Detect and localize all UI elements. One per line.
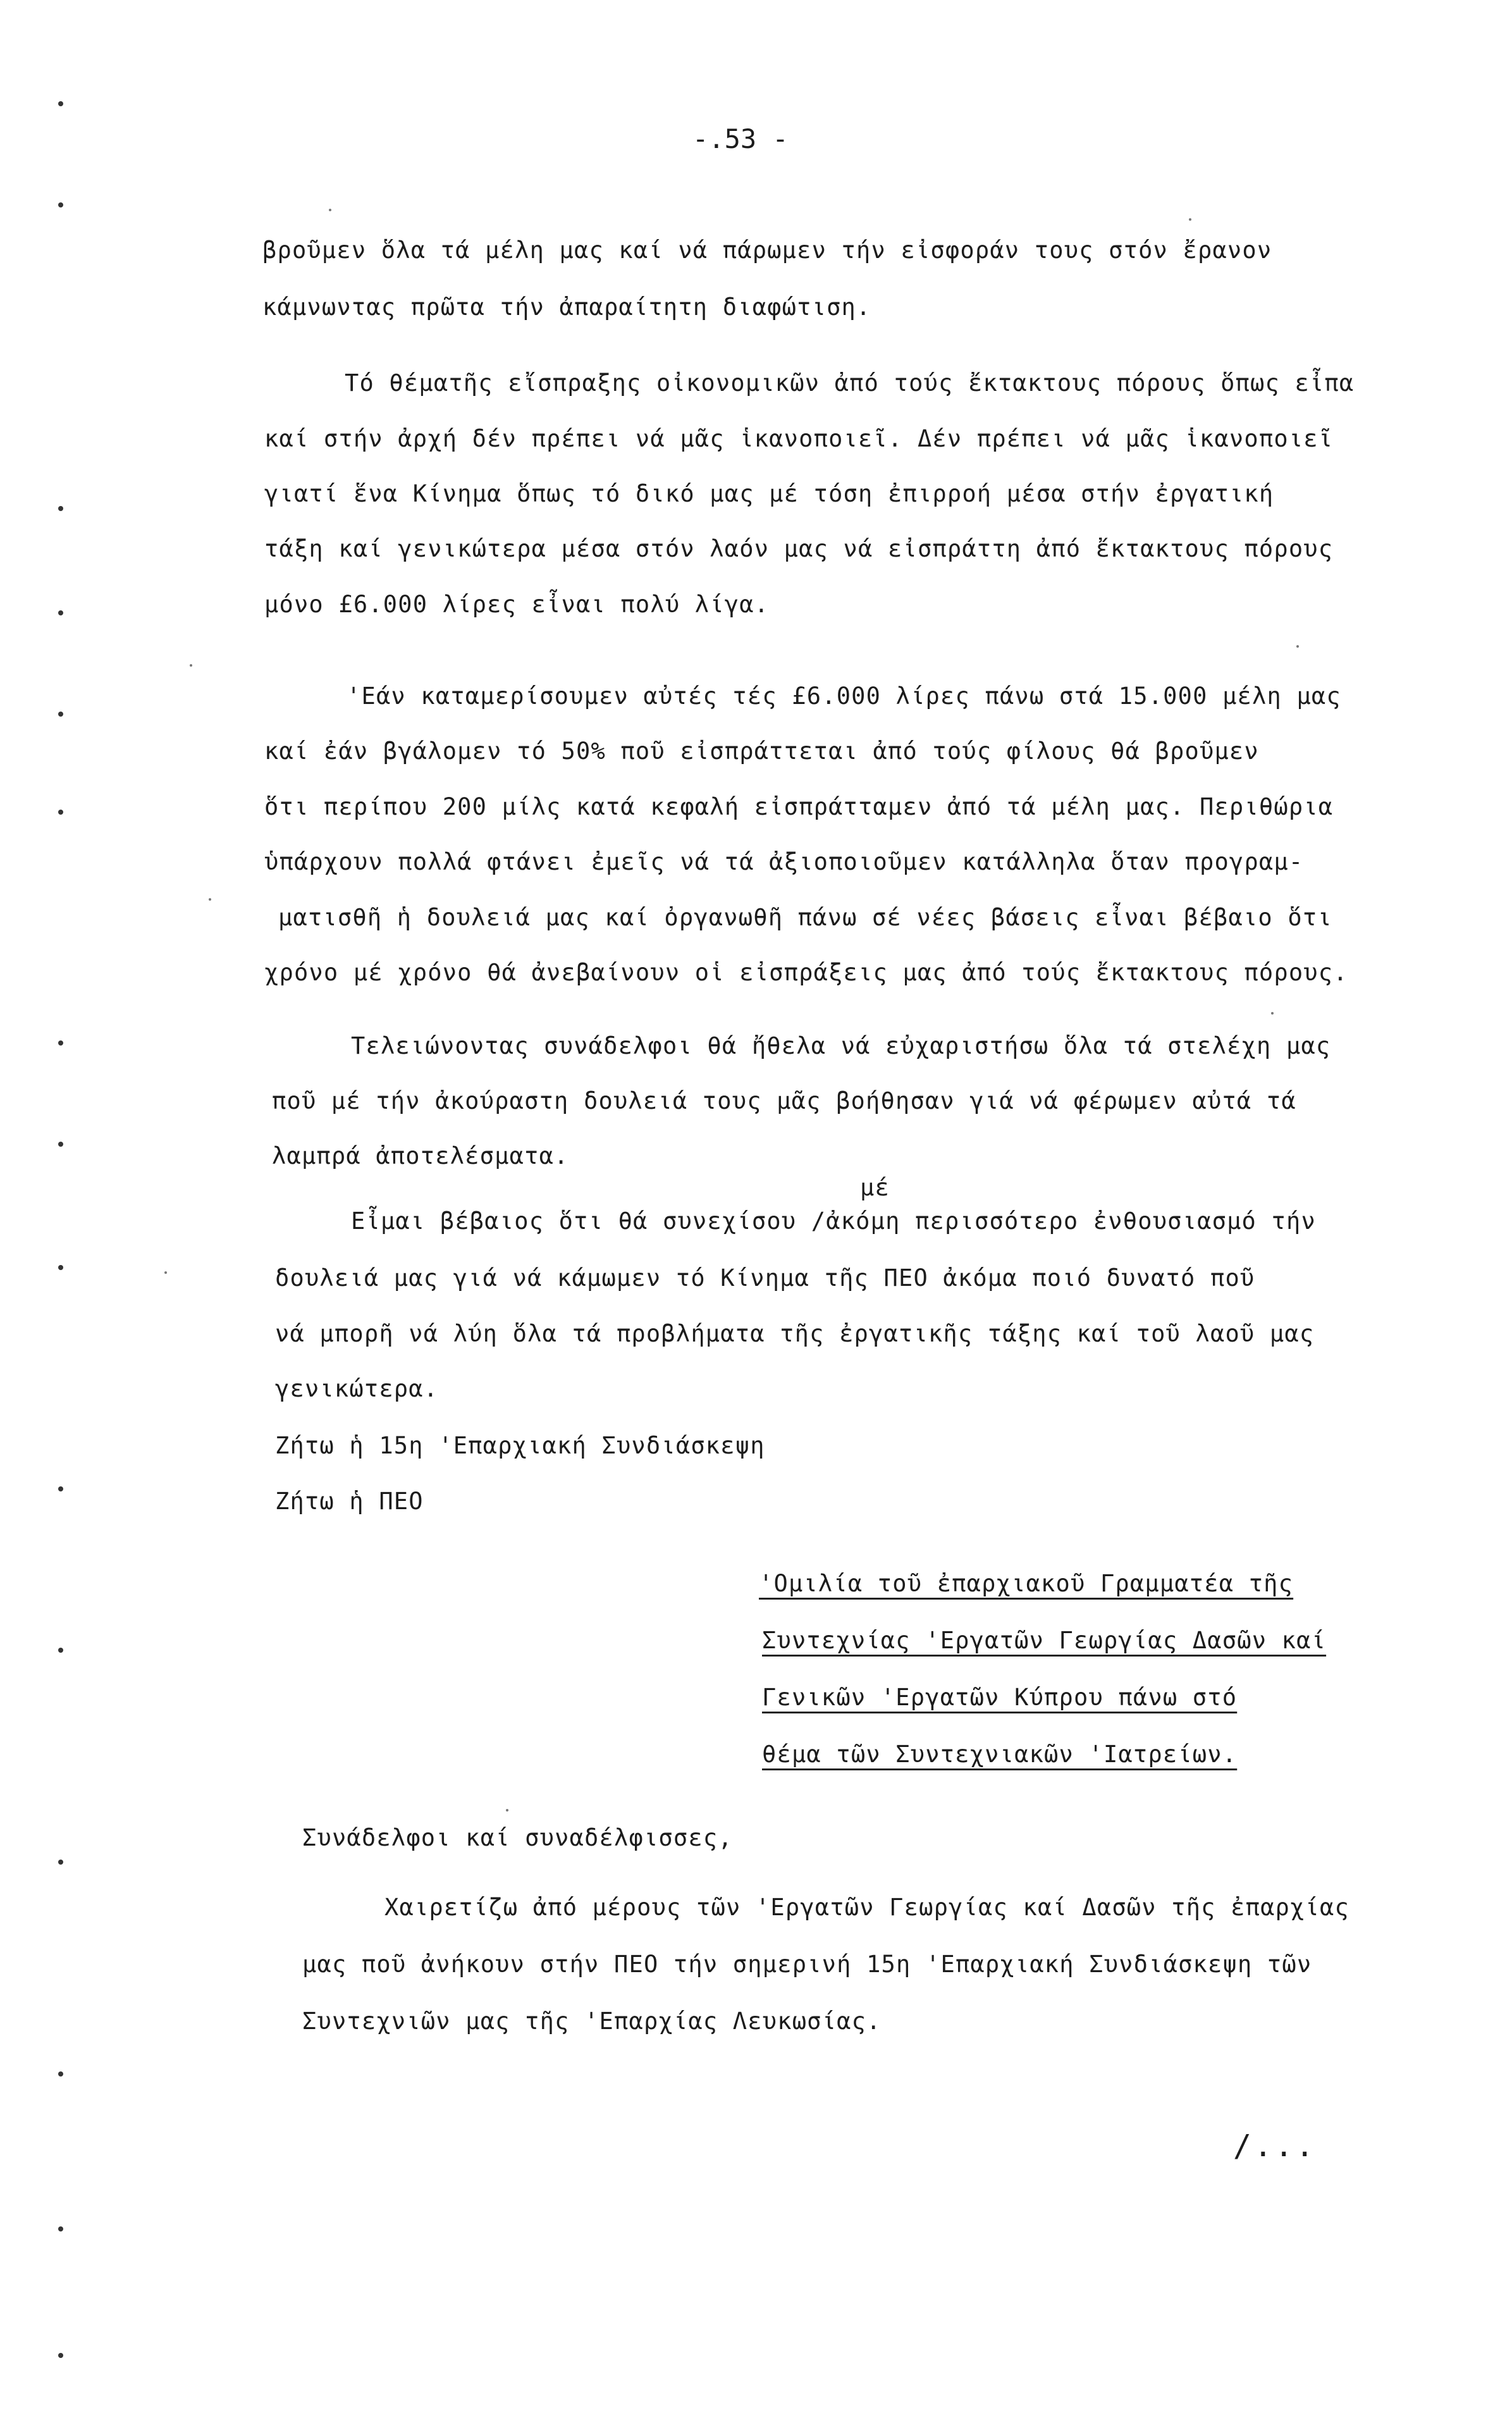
body-line: νά μπορῆ νά λύη ὅλα τά προβλήματα τῆς ἐργατικῆς τάξης καί τοῦ λαοῦ μας — [275, 1320, 1315, 1347]
body-line: μας ποῦ ἀνήκουν στήν ΠΕΟ τήν σημερινή 15η 'Επαρχιακή Συνδιάσκεψη τῶν — [302, 1951, 1312, 1978]
slogan-line: Ζήτω ἡ ΠΕΟ — [275, 1488, 424, 1515]
margin-dot — [58, 810, 63, 815]
margin-dot — [58, 506, 63, 511]
scan-speck — [1296, 645, 1299, 648]
scan-speck — [190, 664, 192, 667]
body-line: λαμπρά ἀποτελέσματα. — [272, 1142, 569, 1169]
scan-speck — [1271, 1012, 1274, 1015]
body-line: δουλειά μας γιά νά κάμωμεν τό Κίνημα τῆς ΠΕΟ ἀκόμα ποιό δυνατό ποῦ — [275, 1264, 1255, 1292]
page-number: -.53 - — [692, 123, 789, 154]
scan-speck — [329, 209, 331, 211]
body-line: βροῦμεν ὅλα τά μέλη μας καί νά πάρωμεν τήν εἰσφοράν τους στόν ἔρανον — [262, 237, 1272, 264]
speech-title-line: Γενικῶν 'Εργατῶν Κύπρου πάνω στό — [762, 1684, 1238, 1711]
margin-dot — [58, 610, 63, 615]
margin-dot — [58, 2226, 63, 2231]
margin-dot — [58, 1142, 63, 1147]
scan-speck — [209, 898, 211, 901]
body-line: Εἶμαι βέβαιος ὅτι θά συνεχίσου /ἀκόμη περισσότερο ἐνθουσιασμό τήν — [351, 1207, 1316, 1235]
margin-dot — [58, 1486, 63, 1491]
body-line: γενικώτερα. — [275, 1375, 439, 1402]
body-line: καί στήν ἀρχή δέν πρέπει νά μᾶς ἱκανοποιεῖ. Δέν πρέπει νά μᾶς ἱκανοποιεῖ — [264, 425, 1334, 452]
body-line: καί ἐάν βγάλομεν τό 50% ποῦ εἰσπράττεται ἀπό τούς φίλους θά βροῦμεν — [264, 737, 1259, 765]
margin-dot — [58, 1265, 63, 1270]
speech-title-line: θέμα τῶν Συντεχνιακῶν 'Ιατρείων. — [762, 1741, 1238, 1768]
insertion-mark: μέ — [860, 1174, 890, 1201]
margin-dot — [58, 101, 63, 106]
speech-title-line: 'Ομιλία τοῦ ἐπαρχιακοῦ Γραμματέα τῆς — [759, 1570, 1294, 1597]
body-line: ὅτι περίπου 200 μίλς κατά κεφαλή εἰσπράτταμεν ἀπό τά μέλη μας. Περιθώρια — [264, 793, 1334, 820]
body-line: χρόνο μέ χρόνο θά ἀνεβαίνουν οἱ εἰσπράξεις μας ἀπό τούς ἔκτακτους πόρους. — [264, 959, 1348, 986]
body-line: Τελειώνοντας συνάδελφοι θά ἤθελα νά εὐχαριστήσω ὅλα τά στελέχη μας — [351, 1032, 1331, 1059]
salutation: Συνάδελφοι καί συναδέλφισσες, — [302, 1824, 733, 1851]
body-line: Χαιρετίζω ἀπό μέρους τῶν 'Εργατῶν Γεωργίας καί Δασῶν τῆς ἐπαρχίας — [384, 1894, 1349, 1921]
body-line: ποῦ μέ τήν ἀκούραστη δουλειά τους μᾶς βοήθησαν γιά νά φέρωμεν αὐτά τά — [272, 1087, 1296, 1114]
slogan-line: Ζήτω ἡ 15η 'Επαρχιακή Συνδιάσκεψη — [275, 1432, 765, 1459]
margin-dot — [58, 2071, 63, 2077]
body-line: Τό θέματῆς εἴσπραξης οἰκονομικῶν ἀπό τούς ἔκτακτους πόρους ὅπως εἶπα — [345, 369, 1355, 397]
margin-dot — [58, 202, 63, 207]
margin-dot — [58, 1860, 63, 1865]
scan-speck — [1189, 218, 1191, 221]
continuation-mark: /... — [1233, 2128, 1317, 2164]
body-line: τάξη καί γενικώτερα μέσα στόν λαόν μας νά εἰσπράττη ἀπό ἔκτακτους πόρους — [264, 535, 1334, 562]
margin-dot — [58, 1040, 63, 1046]
margin-dot — [58, 712, 63, 717]
scan-speck — [506, 1809, 508, 1811]
body-line: Συντεχνιῶν μας τῆς 'Επαρχίας Λευκωσίας. — [302, 2008, 882, 2035]
margin-dot — [58, 2353, 63, 2358]
margin-dot — [58, 1648, 63, 1653]
body-line: μόνο £6.000 λίρες εἶναι πολύ λίγα. — [264, 591, 770, 618]
scan-speck — [164, 1271, 167, 1274]
body-line: γιατί ἕνα Κίνημα ὅπως τό δικό μας μέ τόση ἐπιρροή μέσα στήν ἐργατική — [264, 480, 1274, 507]
speech-title-line: Συντεχνίας 'Εργατῶν Γεωργίας Δασῶν καί — [762, 1627, 1327, 1654]
body-line: κάμνωντας πρῶτα τήν ἀπαραίτητη διαφώτιση. — [262, 293, 871, 321]
body-line: ὑπάρχουν πολλά φτάνει ἐμεῖς νά τά ἀξιοποιοῦμεν κατάλληλα ὅταν προγραμ- — [264, 848, 1304, 875]
body-line: 'Εάν καταμερίσουμεν αὐτές τές £6.000 λίρες πάνω στά 15.000 μέλη μας — [347, 682, 1341, 710]
body-line: ματισθῆ ἡ δουλειά μας καί ὀργανωθῆ πάνω σέ νέες βάσεις εἶναι βέβαιο ὅτι — [278, 904, 1332, 931]
